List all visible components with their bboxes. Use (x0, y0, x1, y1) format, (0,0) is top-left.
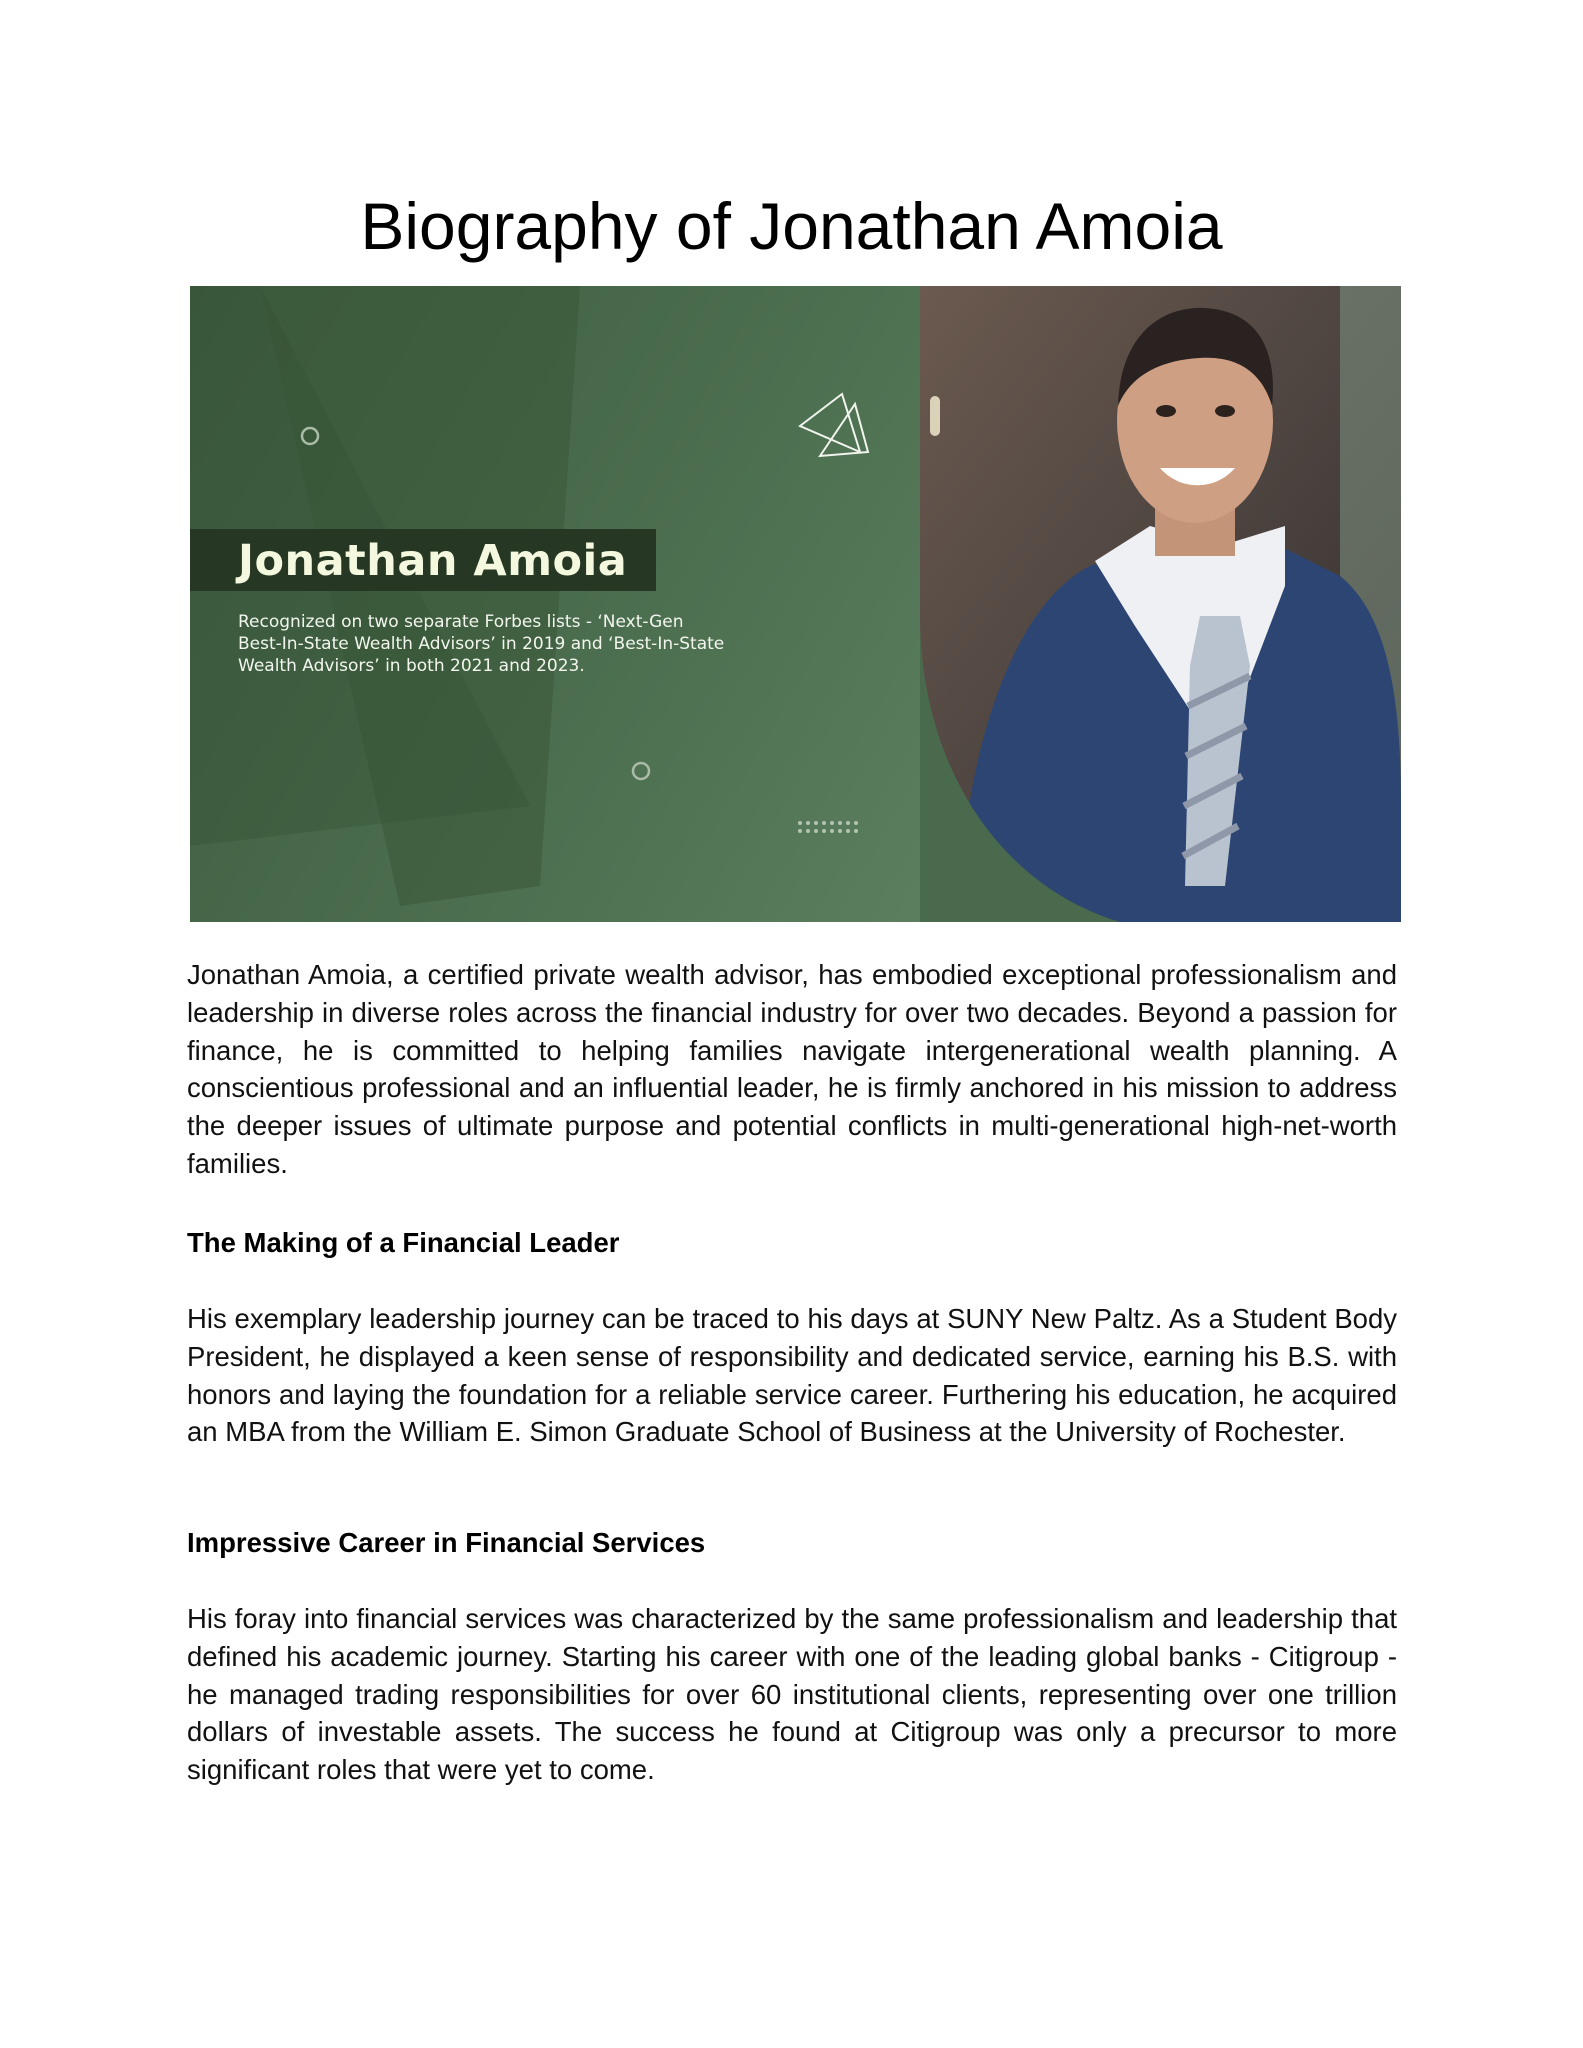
section-heading-making: The Making of a Financial Leader (187, 1227, 620, 1258)
banner-subtitle: Recognized on two separate Forbes lists - ‘Next-Gen Best-In-State Wealth Advisors’ in 2019 and ‘Best-In-State Wealth Advisors’ in both 2021 and 2023. (238, 612, 725, 676)
profile-banner (190, 286, 1401, 922)
career-paragraph: His foray into financial services was characterized by the same professionalism and leadership that defined his academic journey. Starting his career with one of the leading global banks - Citigroup - he managed trading responsibilities for over 60 institutional clients, representing over one trillion dollars of investable assets. The success he found at Citigroup was only a precursor to more significant roles that were yet to come. (187, 1603, 1397, 1786)
page-title: Biography of Jonathan Amoia (360, 189, 1223, 263)
intro-paragraph: Jonathan Amoia, a certified private wealth advisor, has embodied exceptional professionalism and leadership in diverse roles across the financial industry for over two decades. Beyond a passion for finance, he is committed to helping families navigate intergenerational wealth planning. A conscientious professional and an influential leader, he is firmly anchored in his mission to address the deeper issues of ultimate purpose and potential conflicts in multi-generational high-net-worth families. (187, 959, 1397, 1179)
portrait-photo (920, 286, 1401, 922)
making-paragraph: His exemplary leadership journey can be traced to his days at SUNY New Paltz. As a Student Body President, he displayed a keen sense of responsibility and dedicated service, earning his B.S. with honors and laying the foundation for a reliable service career. Furthering his education, he acquired an MBA from the William E. Simon Graduate School of Business at the University of Rochester. (187, 1303, 1397, 1448)
dot-grid-decoration (798, 821, 858, 833)
triangle-outline-icon (800, 394, 868, 456)
banner-name: Jonathan Amoia (238, 536, 628, 586)
ring-decoration (633, 763, 649, 779)
section-heading-career: Impressive Career in Financial Services (187, 1527, 706, 1558)
